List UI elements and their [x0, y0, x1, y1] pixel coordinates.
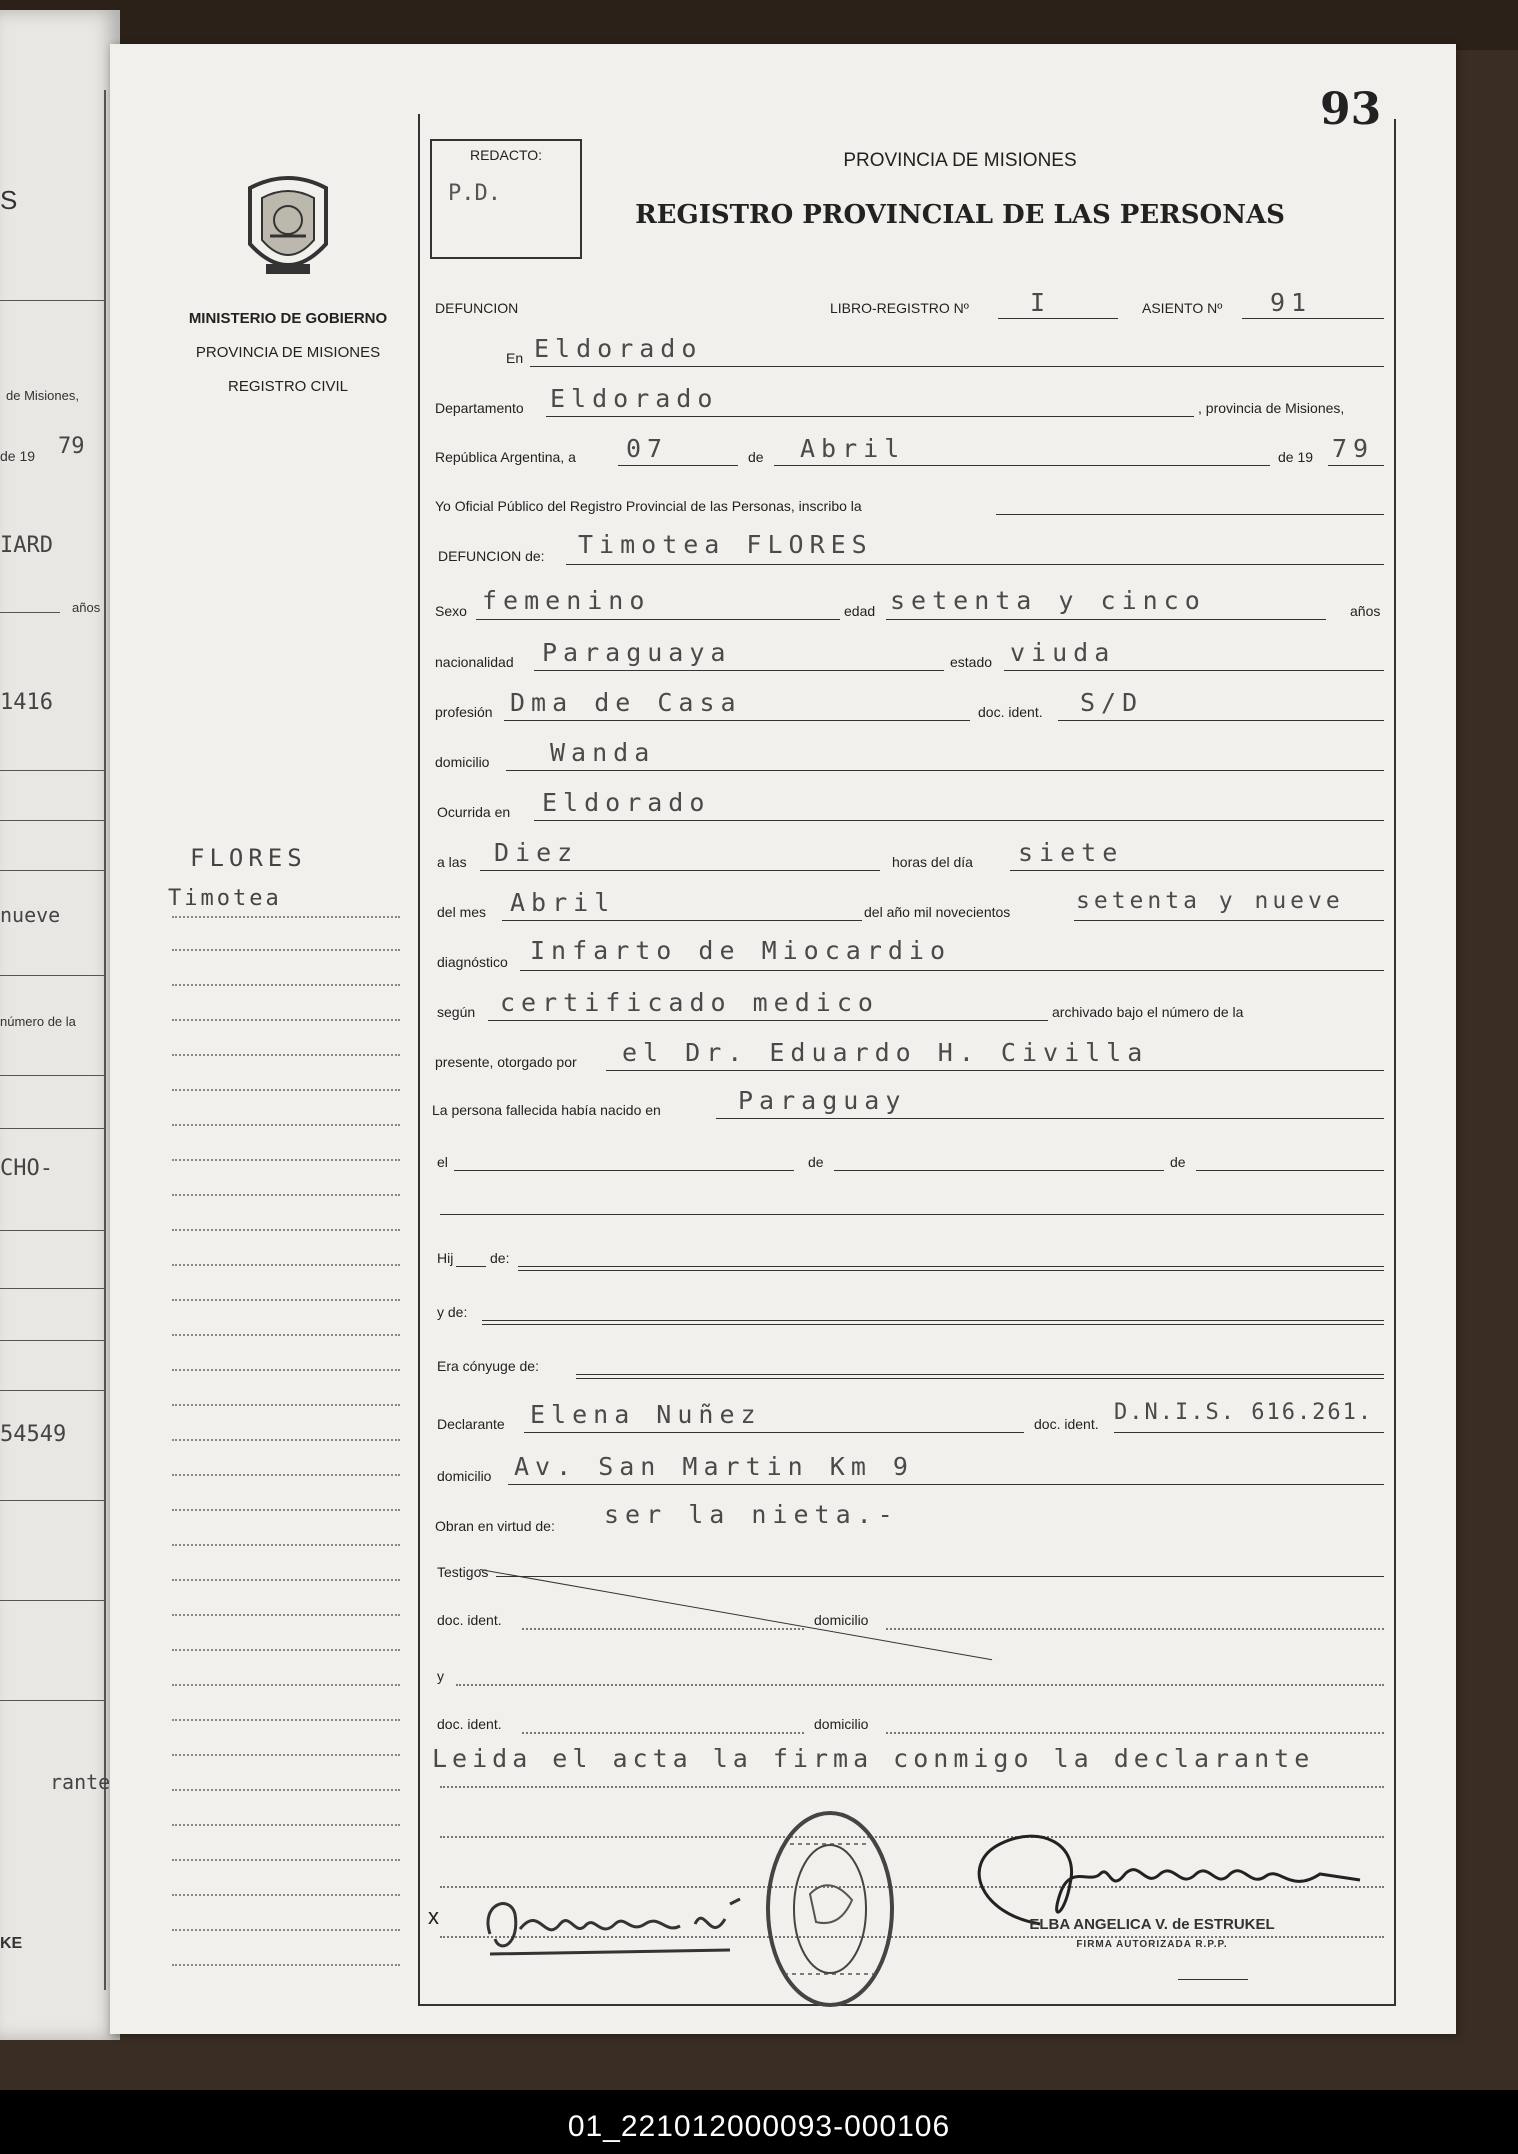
left-page-rule	[0, 1700, 104, 1701]
defuncion-de-value: Timotea FLORES	[578, 530, 873, 559]
margin-line	[172, 1439, 400, 1441]
sexo-label: Sexo	[435, 603, 467, 619]
left-page-rule	[0, 612, 60, 613]
oficial-line	[996, 514, 1384, 515]
horas-line	[1010, 870, 1384, 871]
margin-line	[172, 1929, 400, 1931]
presente-label: presente, otorgado por	[435, 1054, 577, 1070]
yde-line-double	[482, 1324, 1384, 1325]
bottom-border-line	[418, 2004, 1396, 2006]
coat-of-arms-icon	[240, 174, 336, 286]
margin-line	[172, 1054, 400, 1056]
left-page-handwriting: nueve	[0, 903, 61, 927]
decl-dom-line	[508, 1484, 1384, 1485]
ocurrida-line	[534, 820, 1384, 821]
redacto-box	[430, 139, 582, 259]
margin-line	[172, 1019, 400, 1021]
hij-de-line	[518, 1266, 1384, 1267]
margin-line	[172, 1859, 400, 1861]
horas-value: siete	[1018, 838, 1124, 867]
yde-label: y de:	[437, 1304, 468, 1320]
archivado-label: archivado bajo el número de la	[1052, 1004, 1244, 1020]
presente-value: el Dr. Eduardo H. Civilla	[622, 1038, 1149, 1067]
obran-label: Obran en virtud de:	[435, 1518, 555, 1534]
conyuge-label: Era cónyuge de:	[437, 1358, 539, 1374]
margin-line	[172, 1264, 400, 1266]
official-title: FIRMA AUTORIZADA R.P.P.	[1076, 1939, 1228, 1950]
margin-line	[172, 949, 400, 951]
left-page-fragment: años	[72, 600, 101, 615]
declarante-value: Elena Nuñez	[530, 1400, 762, 1429]
declarante-label: Declarante	[437, 1416, 505, 1432]
decl-doc-value: D.N.I.S. 616.261.	[1114, 1400, 1374, 1425]
el-line	[454, 1170, 794, 1171]
alas-value: Diez	[494, 838, 579, 867]
nacido-line	[716, 1118, 1384, 1119]
nacido-value: Paraguay	[738, 1086, 907, 1115]
margin-line	[172, 1369, 400, 1371]
left-page-handwriting: 54549	[0, 1422, 67, 1447]
de-label: de	[748, 449, 764, 465]
anio-value: 79	[1332, 434, 1375, 463]
mes-value: Abril	[800, 434, 906, 463]
margin-column-line	[418, 114, 420, 2004]
right-border-line	[1394, 119, 1396, 2004]
sexo-value: femenino	[482, 586, 651, 615]
margin-line	[172, 1509, 400, 1511]
margin-line	[172, 1229, 400, 1231]
left-page-rule	[0, 1128, 104, 1129]
testigo2-line	[456, 1684, 1384, 1686]
left-page-rule	[0, 820, 104, 821]
testigo1-doc-line	[522, 1628, 804, 1630]
margin-line	[172, 1894, 400, 1896]
conyuge-line-double	[576, 1378, 1384, 1379]
margin-line	[172, 1754, 400, 1756]
sexo-line	[476, 619, 840, 620]
signature-underline	[1178, 1979, 1248, 1980]
margin-registry: REGISTRO CIVIL	[227, 378, 349, 395]
segun-value: certificado medico	[500, 988, 879, 1017]
edad-line	[886, 619, 1326, 620]
left-page-rule	[0, 1600, 104, 1601]
domicilio-line	[506, 770, 1384, 771]
diagnostico-value: Infarto de Miocardio	[530, 936, 952, 965]
anio-mil-line	[1074, 920, 1384, 921]
asiento-label: ASIENTO Nº	[1142, 300, 1223, 316]
margin-line	[172, 1614, 400, 1616]
left-page-handwriting: 1416	[0, 690, 53, 715]
leida-text: Leida el acta la firma conmigo la declarante	[432, 1744, 1315, 1773]
anio-mil-label: del año mil novecientos	[864, 904, 1011, 920]
left-page-fragment: de Misiones,	[6, 388, 79, 403]
departamento-value: Eldorado	[550, 384, 719, 413]
testigo1-dom-label: domicilio	[814, 1612, 869, 1628]
header-title: REGISTRO PROVINCIAL DE LAS PERSONAS	[635, 200, 1285, 230]
declarant-signature-icon	[470, 1884, 770, 1964]
edad-value: setenta y cinco	[890, 586, 1206, 615]
margin-line	[172, 1299, 400, 1301]
desk-background	[0, 0, 1518, 50]
left-page-rule	[0, 1075, 104, 1076]
left-page-rule	[0, 975, 104, 976]
conyuge-line	[576, 1374, 1384, 1375]
left-page-fragment: S	[0, 185, 18, 215]
ocurrida-value: Eldorado	[542, 788, 711, 817]
domicilio-label: domicilio	[435, 754, 490, 770]
horas-label: horas del día	[892, 854, 973, 870]
delmes-value: Abril	[510, 888, 616, 917]
libro-line	[998, 318, 1118, 319]
profesion-label: profesión	[435, 704, 493, 720]
estado-label: estado	[950, 654, 993, 670]
asiento-value: 91	[1270, 288, 1313, 317]
left-page-rule	[0, 300, 104, 301]
hij-de-line-double	[518, 1270, 1384, 1271]
mes-line	[774, 465, 1270, 466]
doc-label: doc. ident.	[978, 704, 1043, 720]
de-a-line	[834, 1170, 1164, 1171]
left-page-rule	[0, 1230, 104, 1231]
left-page-rule	[0, 770, 104, 771]
left-page-rule	[0, 870, 104, 871]
declarant-x-mark: x	[428, 1904, 439, 1929]
margin-line	[172, 916, 400, 918]
closing-line	[440, 1786, 1384, 1788]
segun-label: según	[437, 1004, 476, 1020]
redacto-value: P.D.	[448, 181, 501, 206]
profesion-line	[504, 720, 970, 721]
doc-line	[1058, 720, 1384, 721]
margin-line	[172, 1404, 400, 1406]
left-page-rule	[0, 1340, 104, 1341]
margin-line	[172, 1159, 400, 1161]
margin-line	[172, 1719, 400, 1721]
redacto-label: REDACTO:	[469, 147, 543, 163]
margin-given-name: Timotea	[168, 886, 282, 911]
segun-line	[488, 1020, 1048, 1021]
left-page-fragment: número de la	[0, 1014, 76, 1029]
en-line	[530, 366, 1384, 367]
declarante-line	[524, 1432, 1024, 1433]
margin-line	[172, 1649, 400, 1651]
provincia-label: , provincia de Misiones,	[1198, 400, 1345, 416]
de19-label: de 19	[1278, 449, 1314, 465]
margin-line	[172, 1789, 400, 1791]
delmes-label: del mes	[437, 904, 487, 920]
left-page-handwriting: 79	[58, 434, 85, 459]
alas-label: a las	[437, 854, 467, 870]
decl-doc-label: doc. ident.	[1034, 1416, 1099, 1432]
diagnostico-label: diagnóstico	[437, 954, 508, 970]
margin-surname: FLORES	[190, 844, 307, 872]
profesion-value: Dma de Casa	[510, 688, 742, 717]
margin-line	[172, 1964, 400, 1966]
blank-line	[440, 1214, 1384, 1215]
decl-dom-value: Av. San Martin Km 9	[514, 1452, 914, 1481]
departamento-line	[546, 416, 1194, 417]
left-page-fragment: KE	[0, 1935, 23, 1952]
delmes-line	[502, 920, 862, 921]
testigo2-dom-label: domicilio	[814, 1716, 869, 1732]
ocurrida-label: Ocurrida en	[437, 804, 511, 820]
presente-line	[606, 1070, 1384, 1071]
en-value: Eldorado	[534, 334, 703, 363]
testigos-label: Testigos	[437, 1564, 489, 1580]
page-number: 93	[1320, 84, 1382, 135]
header-province: PROVINCIA DE MISIONES	[843, 150, 1077, 171]
testigos-line	[496, 1576, 1384, 1577]
defuncion-heading: DEFUNCION	[435, 300, 519, 316]
margin-line	[172, 1089, 400, 1091]
domicilio-value: Wanda	[550, 738, 656, 767]
oficial-text: Yo Oficial Público del Registro Provincial de las Personas, inscribo la	[435, 498, 862, 514]
margin-line	[172, 1194, 400, 1196]
margin-line	[172, 984, 400, 986]
de-b-line	[1196, 1170, 1384, 1171]
departamento-label: Departamento	[435, 400, 524, 416]
previous-page-margin-line	[104, 90, 106, 1990]
y-label: y	[437, 1668, 444, 1684]
margin-line	[172, 1579, 400, 1581]
margin-ministry: MINISTERIO DE GOBIERNO	[188, 310, 388, 327]
republica-label: República Argentina, a	[435, 449, 576, 465]
left-page-fragment: de 19	[0, 448, 36, 464]
obran-value: ser la nieta.-	[604, 1500, 899, 1529]
el-label: el	[437, 1154, 448, 1170]
libro-value: I	[1030, 288, 1052, 317]
testigo2-dom-line	[886, 1732, 1384, 1734]
yde-line	[482, 1320, 1384, 1321]
left-page-rule	[0, 1288, 104, 1289]
cancel-diagonal-line	[480, 1569, 992, 1660]
testigo1-doc-label: doc. ident.	[437, 1612, 502, 1628]
doc-value: S/D	[1080, 688, 1144, 717]
left-page-rule	[0, 1390, 104, 1391]
registry-stamp-icon	[760, 1804, 900, 2014]
anio-line	[1328, 465, 1384, 466]
estado-line	[1004, 670, 1384, 671]
edad-label: edad	[844, 603, 876, 619]
de-a-label: de	[808, 1154, 824, 1170]
hij-label: Hij	[437, 1250, 454, 1266]
anos-label: años	[1350, 603, 1381, 619]
margin-line	[172, 1824, 400, 1826]
testigo2-doc-label: doc. ident.	[437, 1716, 502, 1732]
nacionalidad-line	[534, 670, 944, 671]
margin-line	[172, 1474, 400, 1476]
left-page-rule	[0, 1500, 104, 1501]
defuncion-de-label: DEFUNCION de:	[438, 548, 545, 564]
margin-province: PROVINCIA DE MISIONES	[195, 344, 381, 361]
scan-id-label: 01_221012000093-000106	[567, 2110, 951, 2143]
margin-line	[172, 1334, 400, 1336]
en-label: En	[506, 350, 524, 366]
dia-value: 07	[626, 434, 669, 463]
previous-page	[0, 10, 120, 2040]
margin-line	[172, 1544, 400, 1546]
decl-doc-line	[1114, 1432, 1384, 1433]
de-b-label: de	[1170, 1154, 1186, 1170]
margin-line	[172, 1124, 400, 1126]
testigo2-doc-line	[522, 1732, 804, 1734]
margin-line	[172, 1684, 400, 1686]
nacionalidad-label: nacionalidad	[435, 654, 514, 670]
left-page-handwriting: CHO-	[0, 1156, 53, 1181]
hij-de-label: de:	[490, 1250, 510, 1266]
testigo1-dom-line	[886, 1628, 1384, 1630]
left-page-handwriting: IARD	[0, 533, 53, 558]
hij-line	[456, 1266, 486, 1267]
asiento-line	[1242, 318, 1384, 319]
estado-value: viuda	[1010, 638, 1116, 667]
register-page	[110, 44, 1456, 2034]
decl-dom-label: domicilio	[437, 1468, 492, 1484]
libro-label: LIBRO-REGISTRO Nº	[830, 300, 969, 316]
alas-line	[480, 870, 880, 871]
dia-line	[618, 465, 738, 466]
anio-mil-value: setenta y nueve	[1076, 888, 1344, 914]
diagnostico-line	[520, 970, 1384, 971]
left-page-handwriting: rante	[50, 1770, 111, 1794]
official-name: ELBA ANGELICA V. de ESTRUKEL	[1029, 1916, 1275, 1933]
defuncion-de-line	[566, 564, 1384, 565]
nacionalidad-value: Paraguaya	[542, 638, 732, 667]
nacido-label: La persona fallecida había nacido en	[432, 1102, 661, 1118]
